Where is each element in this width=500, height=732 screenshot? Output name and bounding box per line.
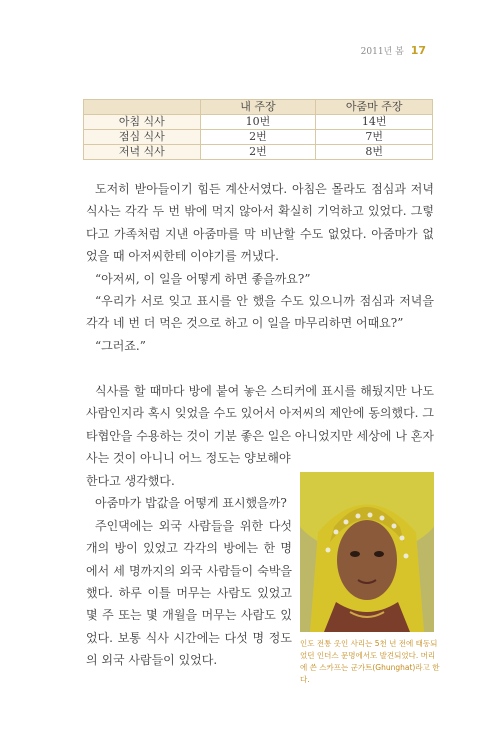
paragraph: 아줌마가 밥값을 어떻게 표시했을까?: [95, 496, 287, 511]
body-text-top: [86, 178, 434, 357]
table-header-row: [84, 100, 433, 115]
table-cell: 8번: [316, 145, 433, 160]
paragraph: 식사를 할 때마다 방에 붙여 놓은 스티커에 표시를 해뒀지만 나도 사람인지라 혹시 잊었을 수도 있어서 아저씨의 제안에 동의했다. 그 타협안을 수용하는 것이 기분 좋은 일은 아니었지만 세상에 나 혼자 사는 것이 아니니 어느 정도는 양보해야: [86, 384, 434, 466]
table-cell: 2번: [200, 145, 316, 160]
portrait-illustration: [300, 472, 434, 632]
dialogue-line: “우리가 서로 잊고 표시를 안 했을 수도 있으니까 점심과 저녁을 각각 네 번 더 먹은 것으로 하고 이 일을 마무리하면 어때요?”: [86, 294, 434, 331]
header-text: 2011년 봄: [360, 47, 404, 57]
running-header: [361, 44, 426, 57]
table-cell: 7번: [316, 130, 433, 145]
table-cell: 10번: [200, 115, 316, 130]
table-cell: 2번: [200, 130, 316, 145]
body-text-middle: [86, 380, 434, 470]
table-header-cell: 내 주장: [200, 100, 316, 115]
body-text-narrow: [86, 470, 292, 672]
meal-count-table: [83, 99, 433, 160]
table-cell: 14번: [316, 115, 433, 130]
table-cell: 점심 식사: [84, 130, 201, 145]
table-row: [84, 145, 433, 160]
photo-caption: 인도 전통 옷인 사리는 5천 년 전에 태동되었던 인더스 문명에서도 발견되었다. 머리에 쓴 스카프는 군가트(Ghunghat)라고 한다.: [300, 639, 440, 684]
paragraph: 도저히 받아들이기 힘든 계산서였다. 아침은 몰라도 점심과 저녁 식사는 각각 두 번 밖에 먹지 않아서 확실히 기억하고 있었다. 그렇다고 가족처럼 지낸 아줌마를 막 비난할 수도 없었다. 아줌마가 없었을 때 아저씨한테 이야기를 꺼냈다.: [86, 182, 434, 264]
table-cell: 아침 식사: [84, 115, 201, 130]
dialogue-line: “그러죠.”: [95, 338, 146, 353]
table-cell: 저녁 식사: [84, 145, 201, 160]
paragraph: 주인댁에는 외국 사람들을 위한 다섯 개의 방이 있었고 각각의 방에는 한 명에서 세 명까지의 외국 사람들이 숙박을 했다. 하루 이틀 머무는 사람도 있었고 몇 주 또는 몇 개월을 머무는 사람도 있었다. 보통 식사 시간에는 다섯 명 정도의 외국 사람들이 있었다.: [86, 518, 292, 668]
dialogue-line: “아저씨, 이 일을 어떻게 하면 좋을까요?”: [95, 271, 311, 286]
table-row: [84, 115, 433, 130]
paragraph-end: 한다고 생각했다.: [86, 474, 175, 488]
table-header-cell: [84, 100, 201, 115]
table-row: [84, 130, 433, 145]
woman-in-sari-photo: [300, 472, 434, 632]
page-number: 17: [410, 44, 426, 57]
table-header-cell: 아줌마 주장: [316, 100, 433, 115]
